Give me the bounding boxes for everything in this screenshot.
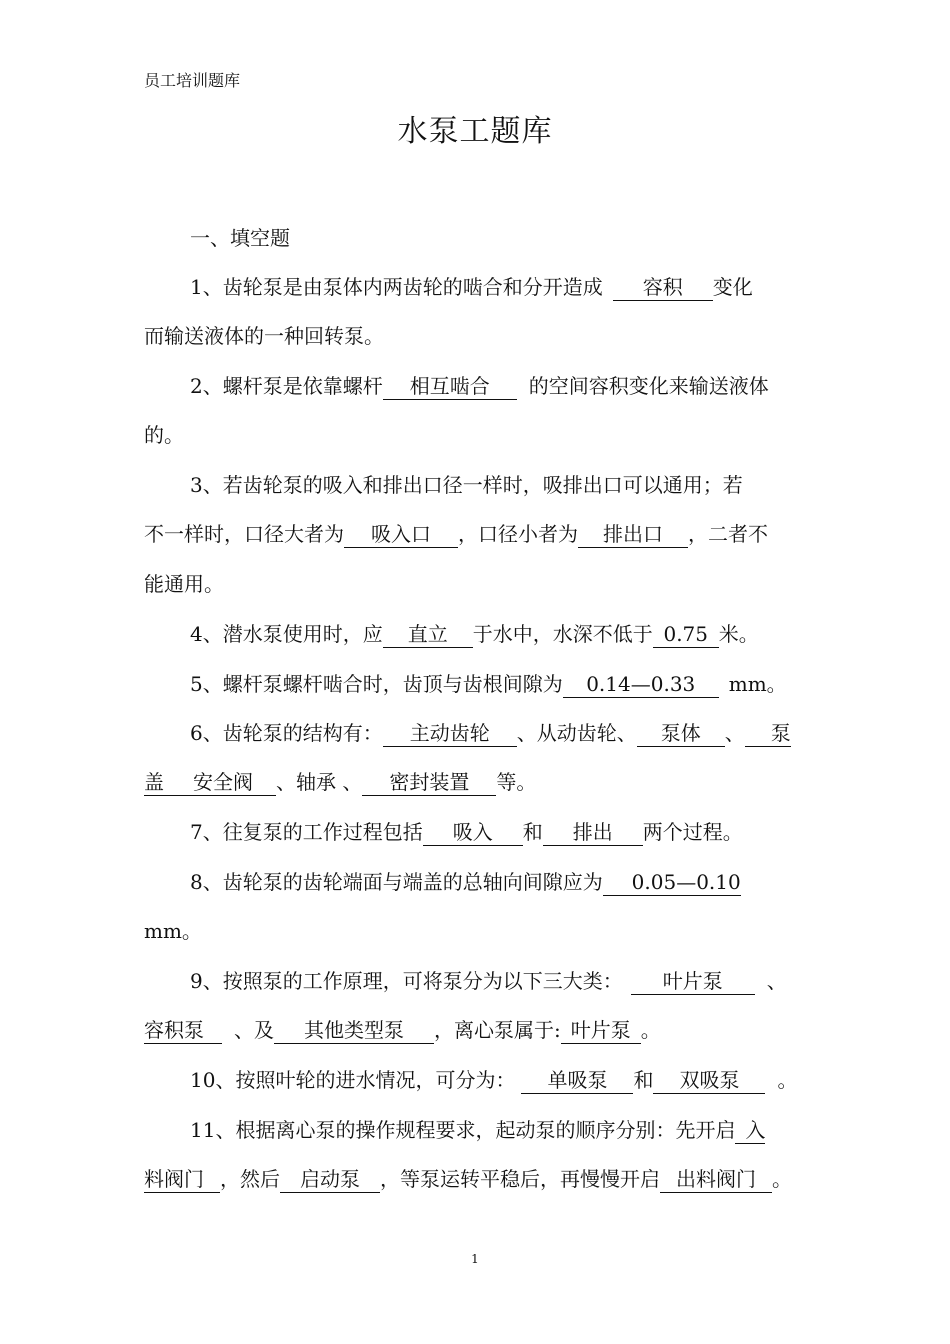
question-text: 11、根据离心泵的操作规程要求，起动泵的顺序分别：先开启 xyxy=(190,1118,736,1142)
answer-blank: 吸入口 xyxy=(344,521,458,548)
question-1-line-2: 而输送液体的一种回转泵。 xyxy=(144,324,384,348)
question-8-line-2: mm。 xyxy=(144,919,202,943)
answer-blank: 泵 xyxy=(745,720,791,747)
question-text: ，等泵运转平稳后，再慢慢开启 xyxy=(380,1167,660,1191)
question-6-line-2 xyxy=(144,768,810,796)
question-text: ，离心泵属于: xyxy=(434,1018,561,1042)
section-heading: 一、填空题 xyxy=(190,226,290,250)
answer-blank: 容积 xyxy=(613,274,713,301)
question-text: 和 xyxy=(633,1068,654,1092)
question-text: 的空间容积变化来输送液体 xyxy=(528,374,769,398)
answer-blank: 双吸泵 xyxy=(653,1067,765,1094)
answer-blank: 排出口 xyxy=(578,521,688,548)
answer-blank: 直立 xyxy=(383,621,473,648)
question-text: 、 xyxy=(724,721,745,745)
question-text: 等。 xyxy=(496,770,537,794)
question-6-line-1 xyxy=(144,719,810,747)
question-text: mm。 xyxy=(728,672,787,696)
question-text: 。 xyxy=(777,1068,798,1092)
question-text: 2、螺杆泵是依靠螺杆 xyxy=(190,374,383,398)
question-10 xyxy=(144,1066,810,1094)
question-3-line-3: 能通用。 xyxy=(144,572,224,596)
answer-blank: 单吸泵 xyxy=(521,1067,633,1094)
answer-blank: 泵体 xyxy=(637,720,725,747)
answer-blank: 盖 xyxy=(144,769,170,796)
question-1-line-1 xyxy=(144,273,810,301)
question-text: 变化 xyxy=(712,275,753,299)
answer-blank: 叶片泵 xyxy=(631,968,755,995)
question-8-line-1 xyxy=(144,868,810,896)
question-text: 9、按照泵的工作原理，可将泵分为以下三大类： xyxy=(190,969,623,993)
question-7 xyxy=(144,818,810,846)
question-text: 10、按照叶轮的进水情况，可分为： xyxy=(190,1068,516,1092)
question-text: 不一样时，口径大者为 xyxy=(144,522,344,546)
question-text: ，口径小者为 xyxy=(458,522,578,546)
answer-blank: 其他类型泵 xyxy=(274,1017,434,1044)
answer-blank: 出料阀门 xyxy=(660,1166,772,1193)
question-11-line-2 xyxy=(144,1165,810,1193)
answer-blank: 吸入 xyxy=(423,819,523,846)
question-text: 1、齿轮泵是由泵体内两齿轮的啮合和分开造成 xyxy=(190,275,603,299)
question-text: 8、齿轮泵的齿轮端面与端盖的总轴向间隙应为 xyxy=(190,870,603,894)
question-text: 。 xyxy=(640,1018,661,1042)
answer-blank: 排出 xyxy=(543,819,643,846)
running-header: 员工培训题库 xyxy=(144,71,241,90)
answer-blank: 密封装置 xyxy=(362,769,496,796)
question-2-line-2: 的。 xyxy=(144,423,184,447)
answer-blank: 叶片泵 xyxy=(561,1017,641,1044)
answer-blank: 0.75 xyxy=(653,621,719,648)
question-9-line-2 xyxy=(144,1016,810,1044)
question-text: 4、潜水泵使用时，应 xyxy=(190,622,383,646)
question-text: 。 xyxy=(772,1167,792,1191)
question-text: 、轴承 、 xyxy=(276,770,363,794)
question-text: 和 xyxy=(522,820,543,844)
answer-blank: 料阀门 xyxy=(144,1166,220,1193)
question-text: ，然后 xyxy=(220,1167,280,1191)
question-text: ，二者不 xyxy=(688,522,768,546)
question-text: 两个过程。 xyxy=(642,820,743,844)
answer-blank: 0.14—0.33 xyxy=(563,671,719,698)
question-11-line-1 xyxy=(144,1116,810,1144)
question-text: 米。 xyxy=(718,622,759,646)
question-text: 、从动齿轮、 xyxy=(516,721,637,745)
answer-blank: 容积泵 xyxy=(144,1017,222,1044)
document-title: 水泵工题库 xyxy=(397,114,553,149)
question-9-line-1 xyxy=(144,967,810,995)
question-text: 、及 xyxy=(234,1018,274,1042)
question-4 xyxy=(144,620,810,648)
question-3-line-1: 3、若齿轮泵的吸入和排出口径一样时，吸排出口可以通用；若 xyxy=(190,473,743,497)
page-number: 1 xyxy=(471,1252,479,1266)
answer-blank: 主动齿轮 xyxy=(383,720,517,747)
answer-blank: 安全阀 xyxy=(170,769,276,796)
question-text: 7、往复泵的工作过程包括 xyxy=(190,820,423,844)
question-2-line-1 xyxy=(144,372,810,400)
question-text: 于水中，水深不低于 xyxy=(472,622,653,646)
question-text: 、 xyxy=(766,969,787,993)
question-text: 6、齿轮泵的结构有： xyxy=(190,721,383,745)
question-3-line-2 xyxy=(144,520,810,548)
question-text: 5、螺杆泵螺杆啮合时，齿顶与齿根间隙为 xyxy=(190,672,563,696)
answer-blank: 入 xyxy=(735,1117,765,1144)
answer-blank: 相互啮合 xyxy=(383,373,517,400)
answer-blank: 0.05—0.10 xyxy=(603,869,741,896)
question-5 xyxy=(144,670,810,698)
answer-blank: 启动泵 xyxy=(280,1166,380,1193)
